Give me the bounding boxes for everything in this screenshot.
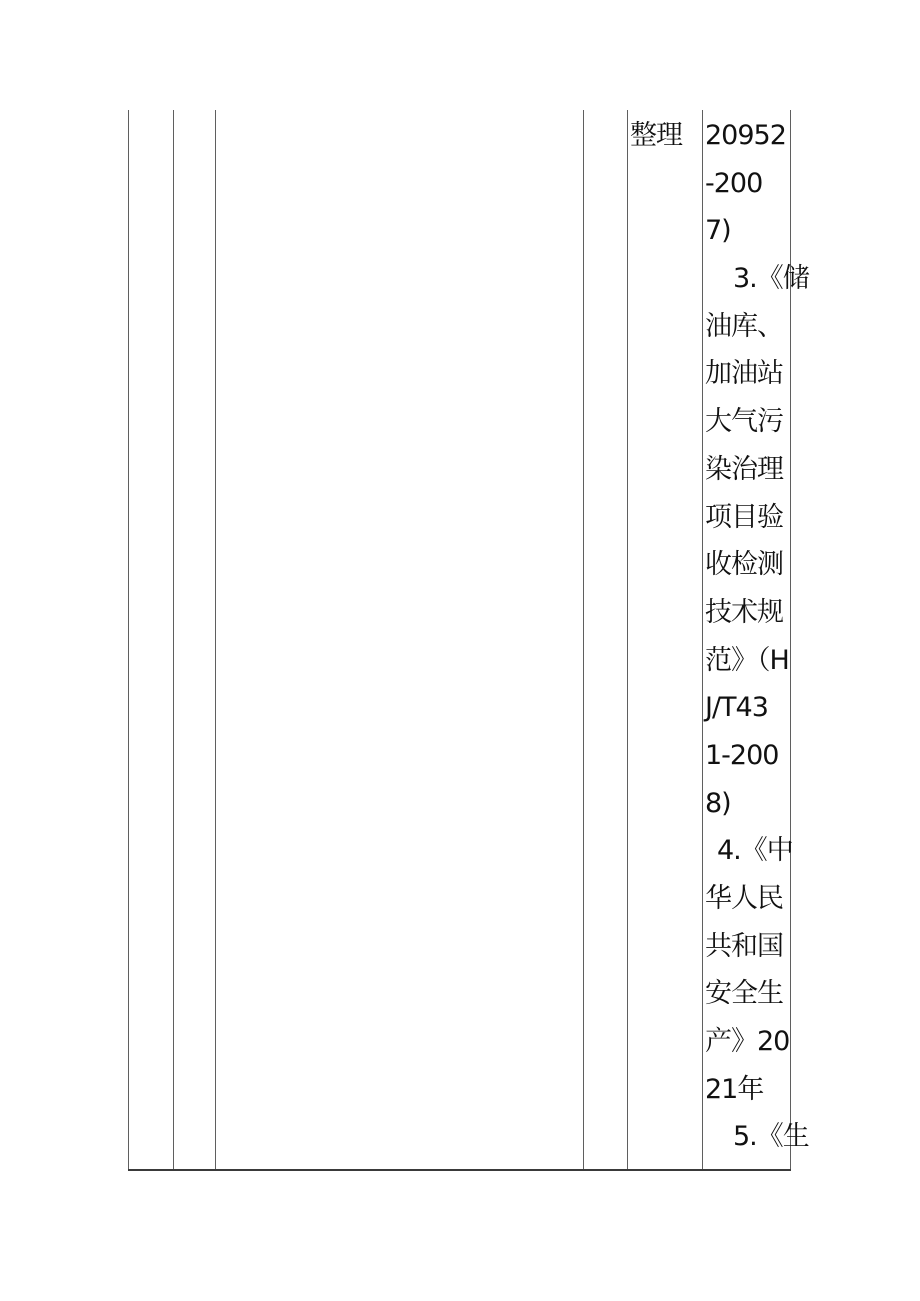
reference-line: 21年 <box>705 1073 764 1105</box>
reference-line: 华人民 <box>705 883 783 914</box>
reference-line: 7) <box>705 215 731 247</box>
reference-line: 项目验 <box>705 501 783 533</box>
reference-line: J/T43 <box>705 692 768 724</box>
reference-line: 3.《储 <box>733 263 809 295</box>
table-cell-empty-2 <box>173 110 215 1169</box>
table-cell-empty-1 <box>128 110 173 1169</box>
reference-line: 1-200 <box>705 739 779 771</box>
table-cell-references <box>702 110 809 1169</box>
reference-line: 技术规 <box>705 596 783 628</box>
reference-line: -200 <box>705 167 763 199</box>
reference-line: 收检测 <box>705 549 783 581</box>
reference-line: 染治理 <box>705 453 783 485</box>
table-cell-empty-4 <box>583 110 627 1169</box>
reference-line: 大气污 <box>705 406 783 438</box>
reference-line: 油库、 <box>705 310 783 342</box>
reference-line: 产》20 <box>705 1026 790 1058</box>
reference-line: 加油站 <box>705 358 783 390</box>
table-cell-organizer <box>627 110 702 1169</box>
reference-line: 8) <box>705 787 731 819</box>
reference-line: 5.《生 <box>733 1121 809 1153</box>
reference-line: 范》（H <box>705 644 789 676</box>
reference-line: 20952 <box>705 120 786 151</box>
reference-line: 4.《中 <box>717 835 793 867</box>
table-cell-empty-3 <box>215 110 583 1169</box>
reference-line: 安全生 <box>705 978 783 1010</box>
organizer-text: 整理 <box>630 120 682 151</box>
document-table <box>128 110 809 1171</box>
reference-line: 共和国 <box>705 930 783 962</box>
